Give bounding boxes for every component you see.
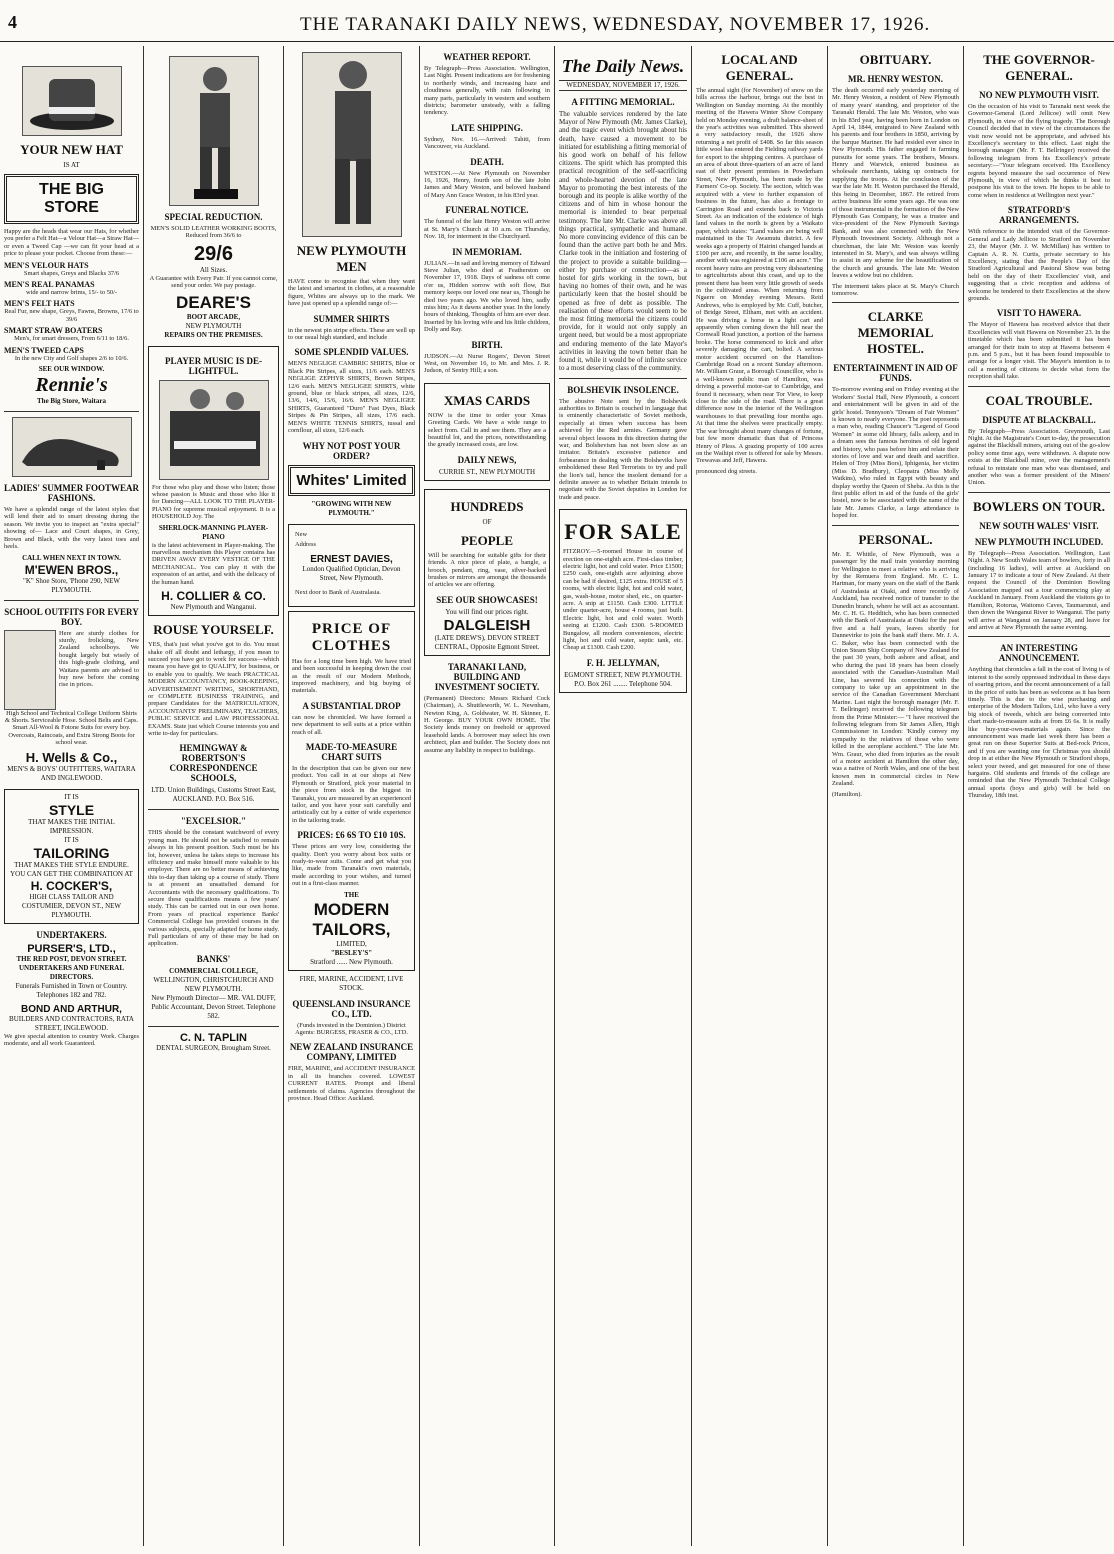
besley-loc: Stratford ...... New Plymouth. xyxy=(310,957,393,966)
masthead xyxy=(0,0,1114,42)
hawera-text: The Mayor of Hawera has received advice that their Excellencies will visit Hawera on November 23. In the timetable which has been submitted it has been arranged for their train to stop at Hawera between 4 p.m. and 5 p.m., but it has been found impossible to arrange for a longer visit. The Mayor's intention is to call a meeting of citizens to decide what form the reception shall take. xyxy=(968,321,1110,381)
birth-text: JUDSON.—At Nurse Rogers', Devon Street West, on November 16, to Mr. and Mrs. J. R. Judson, of Sentry Hill; a son. xyxy=(424,352,550,375)
addr-new: New xyxy=(295,530,308,538)
made-text: In the description that can be given our new product. You call in at our shops at New Plymouth or Stratford, pick your material in the piece from stock in the biggest in Taranaki, you are measured by an experienced tailor, and you have your suit carefully and artistically cut by a cutter of wide experience in the tailoring trade. xyxy=(292,764,411,824)
modern-ltd: LIMITED, xyxy=(336,939,367,948)
personal-text: Mr. E. Whittle, of New Plymouth, was a passenger by the mail train yesterday morning for Wellington to meet a relative who is arriving by the Remuera from England. Mr. C. L. Hartman, for many years on the staff of the Bank of Australasia at Otaki, and more recently of Auckland, has received notice of transfer to the Dunedin branch, where he will act as accountant. Mr. C. H. G. Hedditch, who has been connected with the Bank of Australasia at Otaki for the past five and a half years, leaves shortly for Dannevirke to join the bank staff there. Mr. J. A. C. Baker, who has been connected with the Union Steam Ship Company of New Zealand for the past 30 years, both ashore and afloat, and who during the past 18 years has been closely associated with the Canadian-Australian Mail Line, has severed his connection with the company to take up an appointment in the service of the Canadian Government Merchant Marine. Last night the borough manager (Mr. F. T. Bellringer) received the following telegram from the Prime Minister:— "I have received the following telegram from Sir James Allen, High Commissioner in London: 'Kindly convey my sympathy to the relatives of those who were killed in the aeroplane accident.'" The late Mr. Wm. Graur, who died from injuries as the result of a motor accident at Hamilton the other day, was a native of North Wales, and one of the best known men in commercial circles in New Zealand. xyxy=(832,550,959,788)
rennie-sub: The Big Store, Waitara xyxy=(37,397,106,406)
hat-item-name: SMART STRAW BOATERS xyxy=(4,326,103,336)
hat-item-name: MEN'S FELT HATS xyxy=(4,299,75,309)
tailoring-line2: THAT MAKES THE STYLE ENDURE. YOU CAN GET THE COMBINATION AT xyxy=(10,860,133,878)
style-line1: IT IS xyxy=(64,792,79,801)
for-sale-heading: FOR SALE xyxy=(564,519,682,545)
sale-text: FITZROY.—5-roomed House in course of erection on one-eighth acre. First-class timber, electric light, hot and cold water. Price £1500; £250 cash, one-eighth acre adjoining above can be had if desired, £125 extra. HOUSE of 5 rooms, with electric light, hot and cold water, gas, wash-house, motor shed, etc., on quarter-acre. A snip at £1150. Cash £300. LITTLE under quarter-acre, house 4 rooms, just built. Electric light, hot and cold water. Worth seeing at £1200. Cash £300. 5-ROOMED Bungalow, all modern conveniences, electric light, hot and cold water, septic tank, etc. Cheap at £1300. Cash £200. xyxy=(563,548,683,652)
banks-l3: WELLINGTON, CHRISTCHURCH AND NEW PLYMOUTH. xyxy=(153,975,274,993)
interesting-text: Anything that chronicles a fall in the cost of living is of interest to the sorely oppressed individual in these days of soaring prices, and the recent announcement of a fall in the price of suits has been as welcome as it has been timely. This is due to the wise purchasing and enterprise of the Modern Tailors, Ltd., who have a very big stock of tweeds, which are being converted into chart made-to-measure suits at from £6 6s. It is really like buy-your-own-materials again. Since the announcement was made last week there has been a great run on these Superior Suits at Bed-rock Prices, and if you are wanting one for Christmas you should drop in at either the New Plymouth or Stratford shops, select your tweed, and get measured for one of these bargains. Old students and friends of the college are reminded that the New Plymouth Technical College annual sports (boys and girls) will be held on Thursday, 18th inst. xyxy=(968,666,1110,800)
banks-l4: New Plymouth Director— MR. VAL DUFF, Public Accountant, Devon Street. Telephone 582. xyxy=(151,993,276,1020)
values-text: MEN'S NEGLIGE CAMBRIC SHIRTS, Blue or Black Pin Stripes, all sizes, 11/6 each. MEN'S NEGLIGE ZEPHYR SHIRTS, Brown Stripes, 12/6 each. MEN'S NEGLIGEE SHIRTS, white ground, blue or black stripes, all sizes, 12/6, 13/6, 14/6, 15/6, 16/6. MEN'S NEGLIGEE SHIRTS, Guaranteed "Duro" Fast Dyes, Black Stripes & Pin Stripes, all sizes, 17/6 each. MEN'S WHITE TENNIS SHIRTS, tussal and cornflour, all sizes, 12/6 each. xyxy=(288,360,415,435)
column-7 xyxy=(828,46,963,1546)
death-text: WESTON.—At New Plymouth on November 16, 1926, Henry, fourth son of the late John James and Mary Weston, and beloved husband of Mary Ann Grace Weston, in his 83rd year. xyxy=(424,169,550,199)
fitting-text: The valuable services rendered by the late Mayor of New Plymouth (Mr. James Clarke), and the tragic event which brought about his death, have caused a movement to be initiated for establishing a fitting memorial of his good work on behalf of his fellow citizens. The spirit which has prompted this practical recognition of the self-sacrificing and whole-hearted devotion of the late Mayor to promoting the best interests of the borough and its people is alike worthy of the citizens and of him in whose honour the memorial is intended to bear perpetual testimony. The late Mr. Clarke was above all things practical, sympathetic and humane. No more convincing evidence of this can be found than the active part both he and Mrs. Clarke took in the initiation and fostering of the project to provide a suitable building—either by purchase or construction—as a hostel for girls working in the town, but having no homes of their own, and he was particularly keen that the hostel should be opened as free of debt as possible. The realisation of these efforts would seem to be the most fitting memorial the citizens could provide, for it would not only supply an urgent need, but would be a most appropriate and enduring memento of the late Mayor's activities in leaving the town better than he found it, while it would be of infinite service to a most deserving class of the community. xyxy=(559,110,687,373)
column-8 xyxy=(964,46,1114,1546)
xmas-heading: XMAS CARDS xyxy=(443,392,531,408)
dispute-heading: DISPUTE AT BLACKBALL. xyxy=(982,414,1096,425)
taplin-sub: DENTAL SURGEON, Brougham Street. xyxy=(156,1043,271,1052)
birth-heading: BIRTH. xyxy=(471,339,503,350)
sherlock-name: SHERLOCK-MANNING PLAYER-PIANO xyxy=(158,523,269,541)
governor-text: On the occasion of his visit to Taranaki next week the Governor-General (Lord Jellicoe) will omit New Plymouth, in view of the flying tragedy. The Borough Council decided that in view of the circumstances the visit now would not be appropriate, and advised his Excellency's secretary to this effect. Last night the borough manager (Mr. F. T. Bellringer) received the following telegram from his Excellency's private secretary:—"Your telegram received. His Excellency regrets beyond measure the sad occurrence of New Plymouth, in view of which he thinks it best to postpone his visit to the town. He hopes to be able to come when in residence at Wellington next year." xyxy=(968,103,1110,199)
column-4 xyxy=(420,46,554,1546)
whites-sub: "GROWING WITH NEW PLYMOUTH." xyxy=(311,499,392,517)
player-text: For those who play and those who listen; those whose passion is Music and those who like it for Dancing—ALL LOOK TO THE PLAYER-PIANO for supreme musical enjoyment. It is a HOUSEHOLD Joy. The xyxy=(152,483,275,521)
hat-item-desc: Men's, for smart dressers, From 6/11 to 18/6. xyxy=(14,335,129,343)
personal-end: (Hamilton). xyxy=(832,790,862,798)
player-caption: PLAYER MUSIC IS DE-LIGHTFUL. xyxy=(165,355,262,376)
pursers-l2: UNDERTAKERS AND FUNERAL DIRECTORS. xyxy=(18,963,125,981)
special-text: MEN'S SOLID LEATHER WORKING BOOTS, Reduced from 36/6 to xyxy=(150,225,277,240)
stratford-heading: STRATFORD'S ARRANGEMENTS. xyxy=(999,205,1079,226)
made-to-measure: MADE-TO-MEASURE CHART SUITS xyxy=(305,741,398,762)
hemingway-sub: LTD. Union Buildings, Customs Street East, AUCKLAND. P.O. Box 516. xyxy=(151,786,276,804)
hat-illustration xyxy=(22,66,122,136)
pursers-l3: Funerals Furnished in Town or Country. Telephones 182 and 782. xyxy=(15,981,128,999)
page-number: 4 xyxy=(8,12,17,32)
bolshevik-text: The abusive Note sent by the Bolshevik authorities to Britain is couched in language that is eminently characteristic of Soviet methods, especially at times when success has been achieved by the Red armies. Germany gave several object lessons in this direction during the war, and Bolshevism has not been slow as an imitator. Britain's excessive patience and forbearance in dealing with the Bolsheviks have emboldened these Red Terrorists to try and pull the lion's tail, hence the insolent demand for a definite answer as to whether Britain intends to negotiate with the Soviet deputies in London for trade and peace. xyxy=(559,397,687,501)
weston-heading: MR. HENRY WESTON. xyxy=(847,74,944,84)
hat-heading: YOUR NEW HAT xyxy=(20,142,123,157)
xmas-text: NOW is the time to order your Xmas Greeting Cards. We have a wide range to select from. Call in and see them. They are a beautiful lot, and the prices, notwithstanding the greatly increased costs, are low. xyxy=(428,411,546,449)
rouse-text: YES, that's just what you've got to do. You must shake off all doubt and lethargy, if you mean to succeed you have got to work for success—which means you have got to QUALIFY, for business, or to enable you to qualify. We teach PRACTICAL MODERN ACCOUNTANCY, BOOK-KEEPING, ADVERTISEMENT WRITING, SHORTHAND, or COMPLETE BUSINESS TRAINING, and prepare Candidates for the MATRICULATION, ACCOUNTANTS' PRELIMINARY, TEACHERS, PUBLIC SERVICE and LAW PROFESSIONAL EXAMS. State just which Course interests you and write to-day for particulars. xyxy=(148,641,279,737)
obituary-heading: OBITUARY. xyxy=(859,52,932,67)
deare-logo: DEARE'S xyxy=(176,292,251,312)
xmas-ad xyxy=(424,383,550,481)
bolshevik-heading: BOLSHEVIK INSOLENCE. xyxy=(567,384,679,395)
shipping-text: Sydney, Nov. 16.—Arrived: Tahiti, from Vancouver, via Auckland. xyxy=(424,135,550,151)
clarke-hostel-heading: CLARKE MEMORIAL HOSTEL. xyxy=(857,309,934,357)
school-heading: SCHOOL OUTFITS FOR EVERY BOY. xyxy=(4,606,139,627)
ladies-call: CALL WHEN NEXT IN TOWN. xyxy=(22,553,121,562)
shoe-icon xyxy=(17,422,127,472)
summer-shirts: SUMMER SHIRTS xyxy=(313,313,390,324)
shipping-heading: LATE SHIPPING. xyxy=(451,122,523,133)
splendid-values: SOME SPLENDID VALUES. xyxy=(294,347,409,358)
bond-l2: We give special attention to country Work. Charges moderate, and all work Guaranteed. xyxy=(4,1032,139,1047)
np-men-text: HAVE come to recognise that when they want the latest and smartest in clothes, at a reasonable figure, Whites are always up to the mark. We have just opened up a splendid range of:— xyxy=(288,278,415,308)
no-visit: NO NEW PLYMOUTH VISIT. xyxy=(979,90,1099,100)
memoriam-heading: IN MEMORIAM. xyxy=(452,246,522,257)
whites-logo: Whites' Limited xyxy=(288,465,415,496)
rouse-heading: ROUSE YOURSELF. xyxy=(153,622,274,638)
hat-item-name: MEN'S TWEED CAPS xyxy=(4,345,84,355)
modern-tailors-logo: MODERN TAILORS, xyxy=(312,899,391,939)
workman-illustration xyxy=(169,56,259,206)
column-2 xyxy=(144,46,283,1546)
man-illustration xyxy=(302,52,402,237)
banks-heading: BANKS' xyxy=(196,953,231,964)
hat-item-desc: Real Fur, new shape, Greys, Fawns, Browns, 17/6 to 39/6 xyxy=(4,308,139,323)
coal-text: By Telegraph—Press Association. Greymouth, Last Night. At the Magistrate's Court to-day, the prosecution against the Blackball miners, arising out of the go-slow policy some time ago, were withdrawn. A dispute now exists at the Blackball mine, over the management's refusal to reinstate one man who was dismissed, and another who was a former president of the Miners' Union. xyxy=(968,427,1110,487)
land-text: (Permanent) Directors: Messrs Richard Cock (Chairman), A. Shuttleworth, W. L. Newnham, Newton King, A. Goldwater, W. H. Skinner, E. H. George. BUY YOUR OWN HOME. The Society lends money on freehold or approved leasehold lands. A borrower may select his own architect, plan and builder. The Society does not assume any liability in respect to buildings. xyxy=(424,694,550,754)
undertakers-heading: UNDERTAKERS. xyxy=(36,929,107,940)
substantial-drop: A SUBSTANTIAL DROP xyxy=(302,700,401,711)
mcewen-addr: "K" Shoe Store, 'Phone 290, NEW PLYMOUTH. xyxy=(23,576,120,594)
see-showcases: SEE OUR SHOWCASES! xyxy=(436,594,538,605)
banks-l2: COMMERCIAL COLLEGE, xyxy=(169,966,258,975)
see-window: SEE OUR WINDOW. xyxy=(38,365,105,374)
deare-sub: BOOT ARCADE, xyxy=(186,312,241,321)
local-text: The annual sight (for November) of snow on the hills across the harbour, brings out the best in Wellington on Sunday morning. At the monthly meeting of the Hawera Winter Show Company held on Monday evening, a draft balance-sheet of the year's activities was submitted. This showed a very satisfactory result, the 1926 show returning a net profit of £408. So far this season little wool has entered the Fielding railway yards for export to the shipping centres. A purchase of an area of about three-quarters of an acre of land east of their present premises in Powderham Street, New Plymouth, has been made by the Farmers' Co-op. Society. The section, which was acquired with a view to further expansion of business in the future, has also a frontage to Carrington Road and extends back to Victoria Street. As an indication of the existence of high land values in the north is given by a Waikato paper, which states: "Land values are being well maintained in the Te Awamutu district. A few weeks ago a property of Hairini changed hands at £100 per acre, and recently, in the same locality, another with was registered at £106 an acre." The recent heavy rains are proving very disheartening to agriculturists about this coast, and up to the present there has been very little growth of seeds in the cultivated areas. When returning from Ngaere on Monday evening Messrs. Reid Andrews, who is employed by Mr. Cuff, butcher, of Bridge Street, Eltham, met with an accident. He was driving a horse in a light cart and apparently when coming down the hill near the Cornwall Road junction, a portion of the harness broke. The horse commenced to kick and after severely damaging the cart, bolted. A serious motor accident occurred on the Hamilton-Cambridge Road on a recent Sunday afternoon. Mr. William Graur, a Borough Councillor, who is a well-known public man of Hamilton, was driving a powerful motor-car to Cambridge, and found it necessary, when near Tor View, to keep close to the side of the road. There is a great difference now in the interior of the Wellington warehouses to that prevailing four months ago. At that time the shelves were practically empty. The war brought about many changes of fortune, but few more dramatic than that of Princess Henry of Pless. A grazing property of 100 acres on the Waihipi river is offered for sale by Messrs. Trewavas and Jeff, Hawera. xyxy=(696,87,823,465)
dalgleish-ad xyxy=(424,489,550,656)
special-reduction: SPECIAL REDUCTION. xyxy=(164,212,263,222)
hat-list xyxy=(4,261,139,362)
wells-logo: H. Wells & Co., xyxy=(25,749,118,765)
daily-news-masthead: The Daily News. xyxy=(561,56,685,76)
local-general-heading: LOCAL AND GENERAL. xyxy=(721,52,798,83)
stratford-text: With reference to the intended visit of the Governor-General and Lady Jellicoe to Stratford on November 23, the Mayor (Mr. J. W. McMillan) has written to Captain A. R. N. Curtis, private secretary to his Excellency, stating that the People's Day of the Stratford Agricultural and Pastoral Show was being held on the day of their Excellencies' visit, and suggesting that a civic reception and address of welcome be tendered to their Excellencies at the show grounds. xyxy=(968,228,1110,302)
hat-item-desc: In the new City and Golf shapes 2/6 to 10/6. xyxy=(14,354,129,362)
taplin-name: C. N. TAPLIN xyxy=(179,1031,247,1044)
dateline: WEDNESDAY, NOVEMBER 17, 1926. xyxy=(559,80,687,91)
nz-insurance: NEW ZEALAND INSURANCE COMPANY, LIMITED xyxy=(289,1042,414,1063)
dalgleish-logo: DALGLEISH xyxy=(443,616,531,634)
the: THE xyxy=(344,890,359,899)
taranaki-land: TARANAKI LAND, BUILDING AND INVESTMENT SOCIETY. xyxy=(434,661,540,692)
daily-news-name: DAILY NEWS, xyxy=(457,454,517,465)
queensland-text: (Funds invested in the Dominion.) District Agents: BURGESS, FRASER & CO., LTD. xyxy=(295,1021,408,1037)
cocker-name: H. COCKER'S, xyxy=(30,878,113,893)
column-1 xyxy=(0,46,143,1546)
column-5 xyxy=(555,46,691,1546)
style-line2: THAT MAKES THE INITIAL IMPRESSION. xyxy=(28,817,115,835)
memoriam-text: JULIAN.—In sad and loving memory of Edward Steve Julian, who died at Featherston on November 17, 1918. Days of sadness oft come o'er us, Hidden sorrow with soft flow, But memory keeps our loved one near us, Though he died two years ago. We who loved him, sadly miss him; As it dawns another year. In the lonely hours of thinking, Thoughts of him are ever dear. Inserted by his loving wife and his little children, Dolly and Ray. xyxy=(424,259,550,334)
sizes: All Sizes. xyxy=(199,265,228,274)
boot-icon xyxy=(170,57,260,207)
bowlers-text: By Telegraph—Press Association. Wellington, Last Night. A New South Wales team of bowlers, forty in all (including 16 ladies), will arrive at Auckland on January 17 to indicate a tour of New Zealand. At their request the Council of the Dominion Bowling Association mapped out a tour commencing play at Auckland in January. From Auckland the visitors go to Hamilton, Rotorua, Waitomo Caves, Taumarunui, and then down the Wanganui River to Wanganui. The party will arrive at Wanganui on January 28, and leave for and arrive at New Plymouth the same evening. xyxy=(968,549,1110,631)
big-store-logo: THE BIG STORE xyxy=(4,174,139,224)
personal-heading: PERSONAL. xyxy=(858,531,933,547)
mcewen-logo: M'EWEN BROS., xyxy=(24,562,119,577)
excelsior-text: THIS should be the constant watchword of every young man. He should not be satisfied to remain always in his present position. Such must be his lot, however, unless he takes steps to increase his efficiency and make himself more valuable to his employer. There are no better means of achieving this to-day than taking up a course of study. There is at present an unsatisfied demand for Accountants with the necessary qualifications. To secure these qualifications means a few years' study. This can be carried out in our own home. From years of practical experience Banks' Commercial College has provided courses in the various subjects, specially adapted for home study. Full particulars of any of these may be had on application. xyxy=(148,829,279,948)
school-text: Here are sturdy clothes for sturdy, frolicking, New Zealand schoolboys. We bought largely but wisely of this high-grade clothing, and Waitara parents are advised to buy now before the coming rise in prices. xyxy=(59,629,139,689)
davies-ad xyxy=(288,524,415,607)
weston-text: The death occurred early yesterday morning of Mr. Henry Weston, a resident of New Plymouth of many years' standing, and proprietor of the Taranaki Herald. The late Mr. Weston, who was in his 83rd year, having been born in London on April 14, 1844, emigrated to New Zealand with his parents and four brothers in 1850, arriving by the barque Mariner. He had resided ever since in New Plymouth. His father engaged in farming pursuits for some years. The brothers, Messrs. Henry and Warwick, entered business as wholesale merchants, taking up contracts for supplying the troops. At the conclusion of the war the late Mr. H. Weston purchased the Herald, this being in December, 1867. He retired from active business life some years ago. He was one of those instrumental in the formation of the New Plymouth Gas Company, he was a trustee and vice-president of the New Plymouth Savings Bank, and was also connected with the New Plymouth Investment Society. Although not a churchman, the late Mr. Weston was keenly interested in St. Mary's, and was always willing to assist in any scheme for the beautification of the church and grounds. The late Mr. Weston leaves a widow but no children. xyxy=(832,87,959,280)
np-included: NEW PLYMOUTH INCLUDED. xyxy=(974,536,1104,547)
masthead-title: THE TARANAKI DAILY NEWS, WEDNESDAY, NOVEMBER 17, 1926. xyxy=(300,14,931,35)
piano-illustration xyxy=(159,380,269,480)
school-list: High School and Technical College Uniform Shirts & Shorts. Serviceable Hose. School Belts and Caps. Smart All-Wool & Fotone Suits for every boy. Overcoats, Raincoats, and Extra Strong Boots for school wear. xyxy=(4,709,139,747)
prices-text: These prices are very low, considering the quality. Don't you worry about box suits or ready-to-wear suits. Come and get what you like, made from Taranaki's own materials, made according to your wishes, and turned out in a first-class manner. xyxy=(292,843,411,888)
nsw-heading: NEW SOUTH WALES' VISIT. xyxy=(979,520,1099,531)
fitting-heading: A FITTING MEMORIAL. xyxy=(571,97,675,107)
governor-heading: THE GOVERNOR-GENERAL. xyxy=(983,52,1095,83)
davies-name: ERNEST DAVIES, xyxy=(310,554,393,566)
queensland-heading: QUEENSLAND INSURANCE CO., LTD. xyxy=(292,998,411,1019)
for-sale-ad xyxy=(559,509,687,693)
nz-insurance-text: FIRE, MARINE, and ACCIDENT INSURANCE in all its branches covered. LOWEST CURRENT RATES. Prompt and liberal settlements of claims. Agencies throughout the province. Head Office: Auckland. xyxy=(288,1065,415,1103)
pursers-name: PURSER'S, LTD., xyxy=(27,942,116,955)
piano-icon xyxy=(160,381,270,481)
hemingway-heading: HEMINGWAY & ROBERTSON'S CORRESPONDENCE SCHOOLS, xyxy=(169,743,258,784)
hat-item-desc: Smart shapes, Greys and Blacks 37/6 xyxy=(23,269,120,277)
drop-text: can now be chronicled. We have formed a new department to sell suits at a price within reach of all. xyxy=(292,713,411,736)
hat-icon xyxy=(27,71,117,131)
davies-sub: London Qualified Optician, Devon Street, New Plymouth. xyxy=(302,565,401,583)
cocker-sub: HIGH CLASS TAILOR AND COSTUMIER, DEVON ST., NEW PLYMOUTH. xyxy=(21,892,122,919)
modern-tailors-ad xyxy=(288,611,415,971)
excelsior-heading: "EXCELSIOR." xyxy=(180,816,247,827)
man-icon xyxy=(303,53,403,238)
collier-sub: New Plymouth and Wanganui. xyxy=(170,603,257,612)
ladies-heading: LADIES' SUMMER FOOTWEAR FASHIONS. xyxy=(4,483,140,504)
tailoring-line1: IT IS xyxy=(64,835,79,844)
funeral-text: The funeral of the late Henry Weston will arrive at St. Mary's Church at 10 a.m. on Thursday, Nov. 18, for interment in the Churchyard. xyxy=(424,218,550,241)
deare-town: NEW PLYMOUTH xyxy=(185,321,242,330)
weather-text: By Telegraph—Press Association. Wellington, Last Night. Present indications are for freshening to northerly winds, and increasing haze and cloudiness generally, with rain following in many parts, particularly in western and southern districts; barometer unsteady, with a falling tendency. xyxy=(424,65,550,117)
hat-item-desc: wide and narrow brims, 15/- to 50/- xyxy=(25,289,118,297)
funeral-heading: FUNERAL NOTICE. xyxy=(445,205,529,216)
weston-end: The interment takes place at St. Mary's Church tomorrow. xyxy=(832,282,959,297)
hat-item-name: MEN'S REAL PANAMAS xyxy=(4,280,95,290)
rennie-logo: Rennie's xyxy=(35,374,108,397)
people-text: Will be searching for suitable gifts for their friends. A nice piece of plate, a bangle, a brooch, pendant, ring, vase, silver-backed brushes or mirrors are amongst the thousands of articles we are offering. xyxy=(428,551,546,589)
clarke-text: To-morrow evening and on Friday evening at the Workers' Social Hall, New Plymouth, a concert and entertainment will be given in aid of the girls' hostel. Tennyson's "Dream of Fair Women" is known to nearly everyone. The poet represents a man who, reading Chaucer's "Legend of Good Women" in some old library, falls asleep, and in a dream sees the famous heroines of old legend and history, who pass before him and relate their stories of love and war and death and sacrifice. Helen of Troy (Miss Bors), Iphigenia, her victim (Miss D. Bradbury), Cleopatra (Miss Molly Watkins), who ruled in Egypt with beauty and display worthy the Queen of Sheba. As this is the first public effort in aid of the funds of the girls' hostel, now to be associated with the name of the late Mr. James Clarke, a large attendance is hoped for. xyxy=(832,386,959,520)
bond-sub: BUILDERS AND CONTRACTORS, RATA STREET, INGLEWOOD. xyxy=(9,1014,134,1032)
people: PEOPLE xyxy=(460,532,513,548)
bowlers-heading: BOWLERS ON TOUR. xyxy=(972,498,1106,514)
style-word: STYLE xyxy=(48,801,95,818)
weather-heading: WEATHER REPORT. xyxy=(443,52,531,62)
ladies-text: We have a splendid range of the latest styles that will lend their aid to smart dressing during the season. We invite you to inspect an "extra special" showing of— Lace and Court shapes, in Grey, Brown and Black, with the very latest toes and heels. xyxy=(4,506,139,551)
shoe-illustration xyxy=(12,417,132,477)
sherlock-text: is the latest achievement in Player-making. The marvellous mechanism this Player contains has DRIVEN AWAY EVERY VESTIGE OF THE MECHANICAL. You can play it with the expression of an artist, and with the delicacy of the human hand. xyxy=(152,541,275,586)
hat-item-name: MEN'S VELOUR HATS xyxy=(4,260,89,270)
interesting-heading: AN INTERESTING ANNOUNCEMENT. xyxy=(998,643,1080,664)
tailoring-word: TAILORING xyxy=(33,844,110,861)
death-heading: DEATH. xyxy=(470,156,504,167)
column-3 xyxy=(284,46,419,1546)
np-men-heading: NEW PLYMOUTH MEN xyxy=(296,243,407,274)
pursers-sub: THE RED POST, DEVON STREET. xyxy=(16,954,127,963)
why-not-post: WHY NOT POST YOUR ORDER? xyxy=(302,440,401,461)
entertainment-heading: ENTERTAINMENT IN AID OF FUNDS. xyxy=(833,363,958,384)
fire-marine: FIRE, MARINE, ACCIDENT, LIVE STOCK. xyxy=(299,974,404,992)
prices: PRICES: £6 6S TO £10 10S. xyxy=(297,830,406,841)
jellyman-addr: EGMONT STREET, NEW PLYMOUTH. P.O. Box 261 ........ Telephone 504. xyxy=(564,670,682,688)
wells-sub: MEN'S & BOYS' OUTFITTERS, WAITARA AND INGLEWOOD. xyxy=(7,764,136,782)
player-piano-ad xyxy=(148,346,279,616)
cocker-ad xyxy=(4,789,139,924)
deare-repairs: REPAIRS ON THE PREMISES. xyxy=(164,330,263,339)
next-door: Next door to Bank of Australasia. xyxy=(295,589,381,597)
besley: "BESLEY'S" xyxy=(330,948,373,957)
sale-note: pronounced dog streets. xyxy=(696,467,757,475)
bond-name: BOND AND ARTHUR, xyxy=(21,1003,122,1015)
boot-price: 29/6 xyxy=(194,242,233,265)
column-6 xyxy=(692,46,827,1546)
price-text: Has for a long time been high. We have tried and been successful in keeping down the cost as the result of our Modern Methods, improved machinery, and big buying of materials. xyxy=(292,657,411,695)
addr-address: Address xyxy=(295,540,316,548)
guarantee: A Guarantee with Every Pair. If you cannot come, send your order. We pay postage. xyxy=(149,274,278,290)
hat-intro: Happy are the heads that wear our Hats, for whether you prefer a Felt Hat—a Velour Hat—a Straw Hat—or even a Tweed Cap —we can fit your head at a price to please your pocket. Choose from these:— xyxy=(4,228,139,258)
hat-at: IS AT xyxy=(63,161,80,169)
boy-illustration xyxy=(4,630,56,710)
hundreds: HUNDREDS xyxy=(450,498,524,514)
showcases-sub: You will find our prices right. xyxy=(445,607,529,616)
dalgleish-sub: (LATE DREW'S), DEVON STREET CENTRAL, Opposite Egmont Street. xyxy=(434,633,540,651)
of: OF xyxy=(482,517,492,526)
hawera-heading: VISIT TO HAWERA. xyxy=(996,308,1082,319)
jellyman-name: F. H. JELLYMAN, xyxy=(586,657,660,668)
price-of-clothes: PRICE OF CLOTHES xyxy=(311,620,392,654)
collier-logo: H. COLLIER & CO. xyxy=(161,589,266,604)
daily-news-addr: CURRIE ST., NEW PLYMOUTH xyxy=(438,467,536,476)
coal-heading: COAL TROUBLE. xyxy=(985,392,1093,408)
summer-text: in the newest pin stripe effects. These are well up to our usual high standard, and include xyxy=(288,326,415,342)
